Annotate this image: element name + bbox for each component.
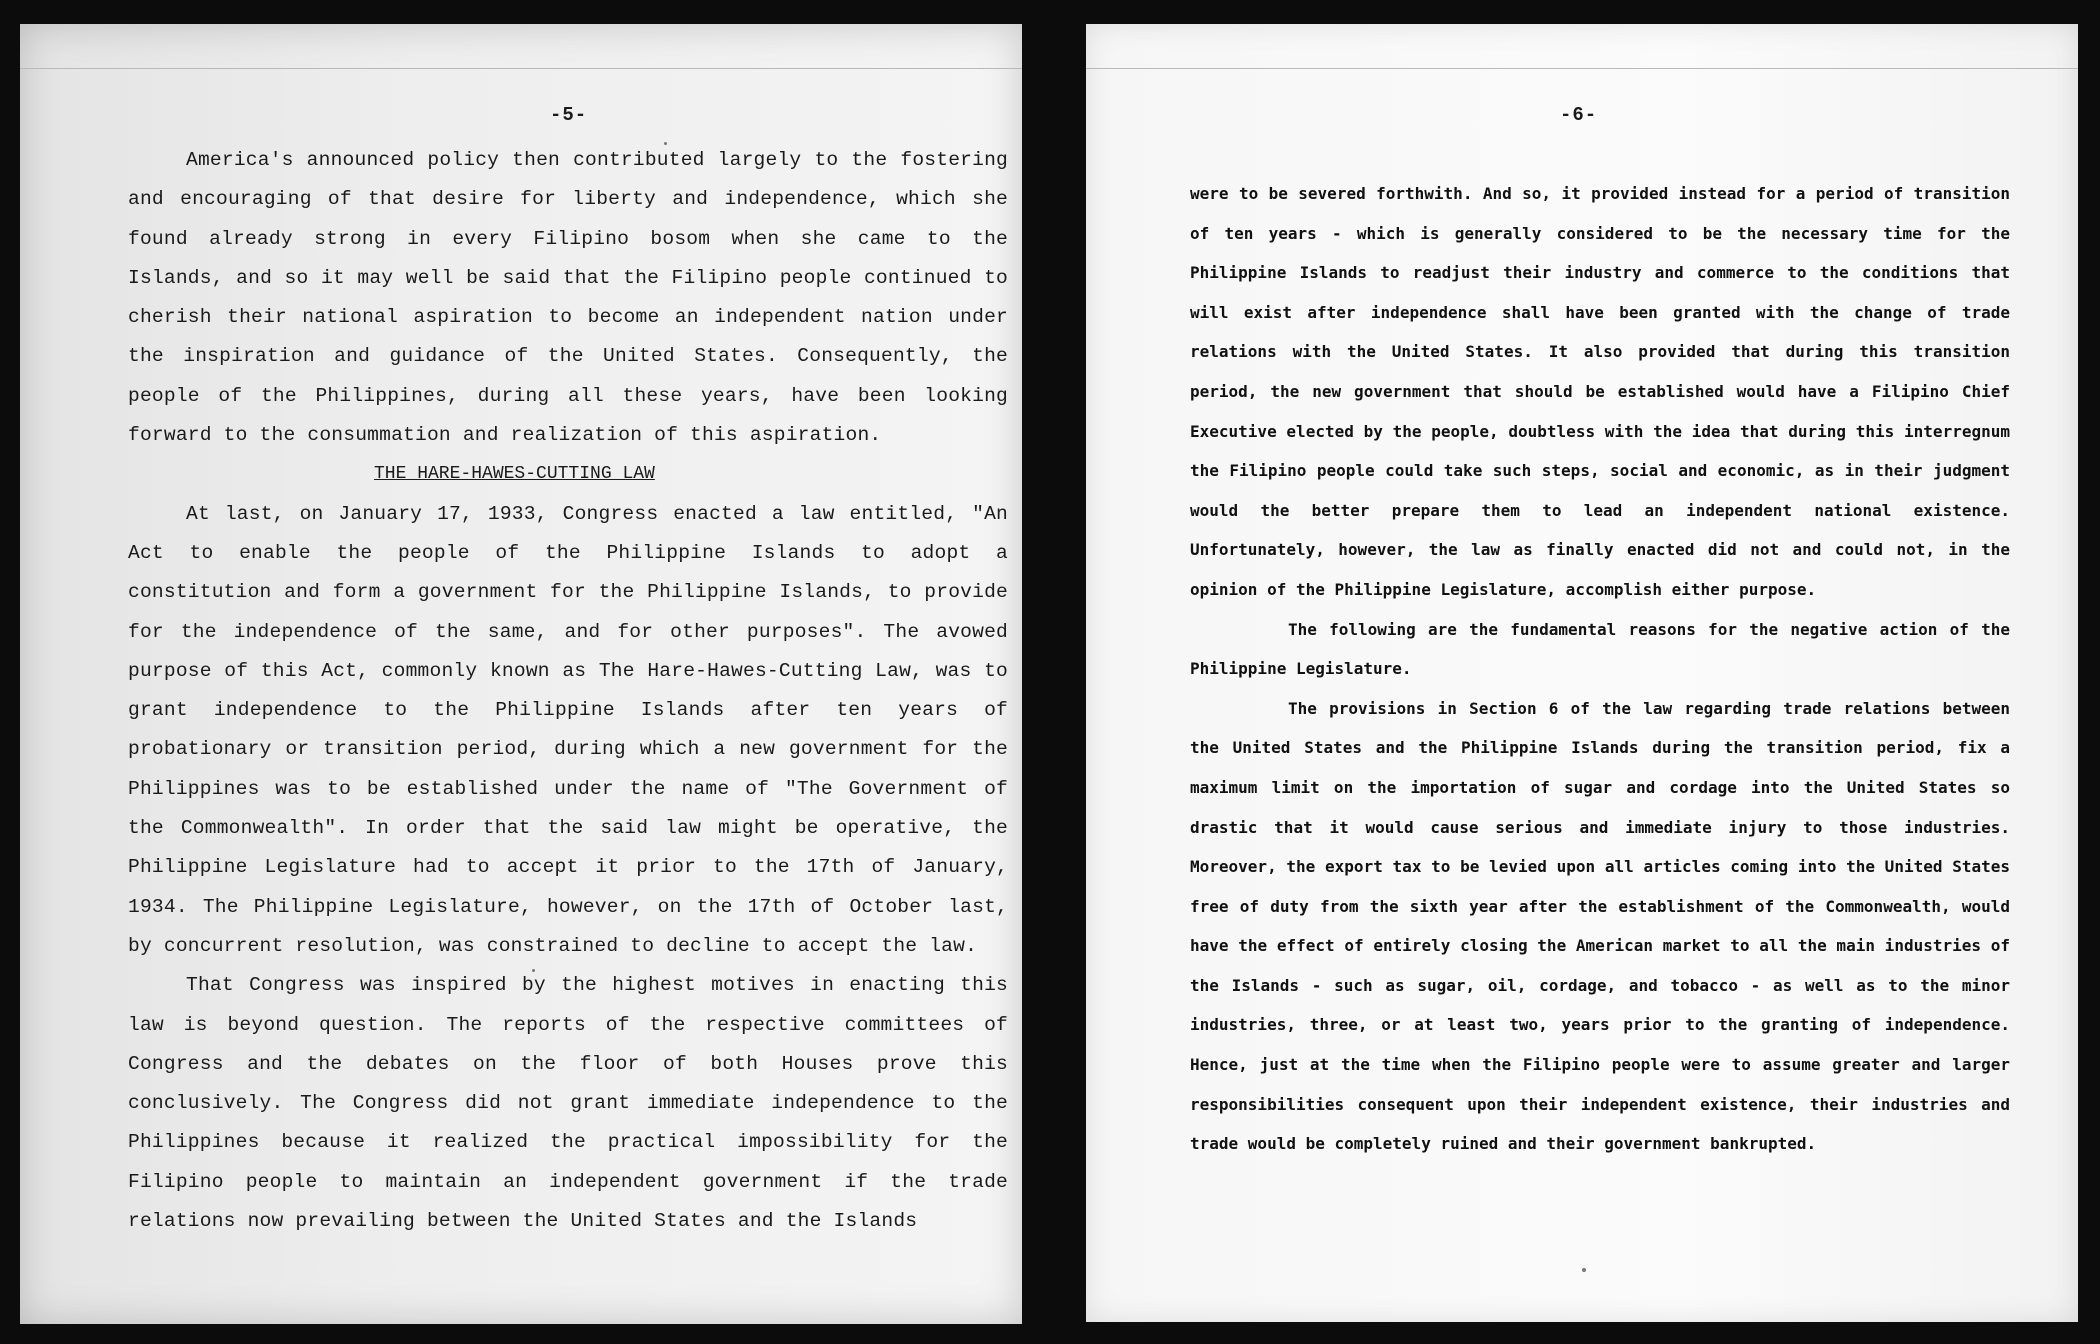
paragraph-section-6: The provisions in Section 6 of the law regarding trade relations between the United States and the Philippine Islands during the transition period, fix a maximum limit on the importation of sugar and cordage into the United States so drastic that it would cause serious and immediate injury to those industries. Moreover, the export tax to be levied upon all articles coming into the United States free of duty from the sixth year after the establishment of the Commonwealth, would have the effect of entirely closing the American market to all the main industries of the Islands - such as sugar, oil, cordage, and tobacco - as well as to the minor industries, three, or at least two, years prior to the granting of independence. Hence, just at the time when the Filipino people were to assume greater and larger responsibilities consequent upon their independent existence, their industries and trade would be completely ruined and their government bankrupted. bbox=[1190, 698, 2010, 1154]
page-body bbox=[128, 141, 1008, 1241]
page-top-rule bbox=[1086, 68, 2078, 69]
page-number: -6- bbox=[1560, 104, 1598, 126]
paragraph-reasons-intro: The following are the fundamental reasons for the negative action of the Philippine Legislature. bbox=[1190, 619, 2010, 679]
page-left bbox=[20, 24, 1022, 1324]
page-top-rule bbox=[20, 68, 1022, 69]
ink-speck bbox=[1582, 1268, 1586, 1272]
page-number: -5- bbox=[550, 104, 588, 126]
paragraph-act: At last, on January 17, 1933, Congress enacted a law entitled, "An Act to enable the people of the Philippine Islands to adopt a constitution and form a government for the Philippine Islands, to provide for the independence of the same, and for other purposes". The avowed purpose of this Act, commonly known as The Hare-Hawes-Cutting Law, was to grant independence to the Philippine Islands after ten years of probationary or transition period, during which a new government for the Philippines was to be established under the name of "The Government of the Commonwealth". In order that the said law might be operative, the Philippine Legislature had to accept it prior to the 17th of January, 1934. The Philippine Legislature, however, on the 17th of October last, by concurrent resolution, was constrained to decline to accept the law. bbox=[128, 502, 1008, 957]
paragraph-transition: were to be severed forthwith. And so, it provided instead for a period of transition of ten years - which is generally considered to be the necessary time for the Philippine Islands to readjust their industry and commerce to the conditions that will exist after independence shall have been granted with the change of trade relations with the United States. It also provided that during this transition period, the new government that should be established would have a Filipino Chief Executive elected by the people, doubtless with the idea that during this interregnum the Filipino people could take such steps, social and economic, as in their judgment would the better prepare them to lead an independent national existence. Unfortunately, however, the law as finally enacted did not and could not, in the opinion of the Philippine Legislature, accomplish either purpose. bbox=[1190, 184, 2010, 599]
paragraph-congress-motives: That Congress was inspired by the highest motives in enacting this law is beyond question. The reports of the respective committees of Congress and the debates on the floor of both Houses prove this conclusively. The Congress did not grant immediate independence to the Philippines because it realized the practical impossibility for the Filipino people to maintain an independent government if the trade relations now prevailing between the United States and the Islands bbox=[128, 974, 1008, 1233]
page-right bbox=[1086, 24, 2078, 1322]
page-body bbox=[1190, 174, 2010, 1164]
paragraph-policy: America's announced policy then contributed largely to the fostering and encouraging of that desire for liberty and independence, which she found already strong in every Filipino bosom when she came to the Islands, and so it may well be said that the Filipino people continued to cherish their national aspiration to become an independent nation under the inspiration and guidance of the United States. Consequently, the people of the Philippines, during all these years, have been looking forward to the consummation and realization of this aspiration. bbox=[128, 149, 1008, 447]
ink-speck bbox=[664, 142, 667, 145]
ink-speck bbox=[532, 969, 535, 972]
section-heading: THE HARE-HAWES-CUTTING LAW bbox=[374, 464, 655, 485]
